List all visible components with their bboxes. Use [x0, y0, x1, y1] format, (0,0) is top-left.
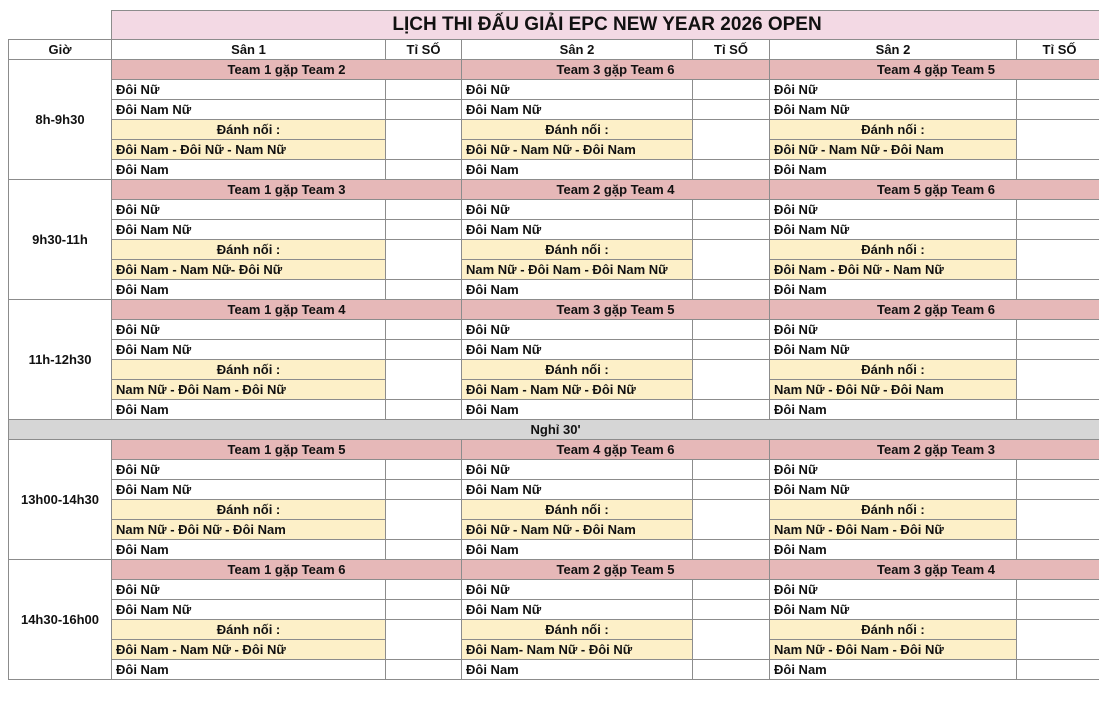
table-row — [9, 360, 1099, 380]
event-doi-nu: Đôi Nữ — [770, 200, 1017, 220]
score-cell — [693, 460, 770, 480]
relay-label: Đánh nối : — [112, 620, 386, 640]
event-doi-nam-nu: Đôi Nam Nữ — [112, 100, 386, 120]
event-doi-nam: Đôi Nam — [462, 660, 693, 680]
relay-order: Nam Nữ - Đôi Nam - Đôi Nữ — [770, 640, 1017, 660]
event-doi-nam: Đôi Nam — [112, 160, 386, 180]
page-title: LỊCH THI ĐẤU GIẢI EPC NEW YEAR 2026 OPEN — [112, 11, 1099, 40]
score-cell — [1017, 540, 1099, 560]
event-doi-nam: Đôi Nam — [112, 400, 386, 420]
score-cell — [1017, 360, 1099, 400]
header-score-3: Tỉ SỐ — [1017, 40, 1099, 60]
event-doi-nu: Đôi Nữ — [462, 460, 693, 480]
score-cell — [1017, 240, 1099, 280]
event-doi-nam-nu: Đôi Nam Nữ — [770, 220, 1017, 240]
event-doi-nu: Đôi Nữ — [112, 80, 386, 100]
table-row — [9, 180, 1099, 200]
time-slot: 11h-12h30 — [9, 300, 112, 420]
match-header: Team 4 gặp Team 5 — [770, 60, 1099, 80]
header-court-3: Sân 2 — [770, 40, 1017, 60]
event-doi-nam-nu: Đôi Nam Nữ — [462, 100, 693, 120]
match-header: Team 2 gặp Team 3 — [770, 440, 1099, 460]
score-cell — [386, 660, 462, 680]
event-doi-nam-nu: Đôi Nam Nữ — [462, 340, 693, 360]
score-cell — [1017, 280, 1099, 300]
header-score-1: Tỉ SỐ — [386, 40, 462, 60]
table-row — [9, 620, 1099, 640]
event-doi-nam: Đôi Nam — [462, 160, 693, 180]
match-header: Team 4 gặp Team 6 — [462, 440, 770, 460]
score-cell — [693, 600, 770, 620]
event-doi-nu: Đôi Nữ — [462, 580, 693, 600]
score-cell — [1017, 220, 1099, 240]
event-doi-nu: Đôi Nữ — [462, 320, 693, 340]
table-row — [9, 340, 1099, 360]
score-cell — [693, 160, 770, 180]
relay-order: Đôi Nam - Nam Nữ - Đôi Nữ — [112, 640, 386, 660]
event-doi-nam-nu: Đôi Nam Nữ — [112, 600, 386, 620]
event-doi-nam-nu: Đôi Nam Nữ — [112, 220, 386, 240]
header-time: Giờ — [9, 40, 112, 60]
score-cell — [693, 500, 770, 540]
score-cell — [693, 360, 770, 400]
event-doi-nu: Đôi Nữ — [112, 200, 386, 220]
header-court-2: Sân 2 — [462, 40, 693, 60]
match-header: Team 3 gặp Team 6 — [462, 60, 770, 80]
event-doi-nam: Đôi Nam — [462, 280, 693, 300]
table-row — [9, 540, 1099, 560]
table-row — [9, 380, 1099, 400]
table-row — [9, 300, 1099, 320]
relay-label: Đánh nối : — [770, 360, 1017, 380]
score-cell — [1017, 480, 1099, 500]
event-doi-nam: Đôi Nam — [112, 540, 386, 560]
time-slot: 8h-9h30 — [9, 60, 112, 180]
score-cell — [1017, 340, 1099, 360]
time-slot: 14h30-16h00 — [9, 560, 112, 680]
schedule-table — [8, 10, 1099, 680]
event-doi-nam-nu: Đôi Nam Nữ — [770, 480, 1017, 500]
event-doi-nam: Đôi Nam — [462, 540, 693, 560]
score-cell — [1017, 200, 1099, 220]
event-doi-nam: Đôi Nam — [770, 540, 1017, 560]
relay-order: Đôi Nữ - Nam Nữ - Đôi Nam — [462, 140, 693, 160]
score-cell — [386, 360, 462, 400]
score-cell — [1017, 580, 1099, 600]
event-doi-nu: Đôi Nữ — [770, 580, 1017, 600]
score-cell — [693, 120, 770, 160]
score-cell — [1017, 100, 1099, 120]
table-row — [9, 520, 1099, 540]
relay-label: Đánh nối : — [462, 120, 693, 140]
score-cell — [386, 100, 462, 120]
table-row — [9, 120, 1099, 140]
break-row — [9, 420, 1099, 440]
score-cell — [386, 80, 462, 100]
event-doi-nu: Đôi Nữ — [770, 460, 1017, 480]
score-cell — [693, 80, 770, 100]
table-row — [9, 140, 1099, 160]
header-court-1: Sân 1 — [112, 40, 386, 60]
score-cell — [386, 400, 462, 420]
relay-label: Đánh nối : — [112, 240, 386, 260]
event-doi-nam-nu: Đôi Nam Nữ — [112, 480, 386, 500]
event-doi-nam-nu: Đôi Nam Nữ — [112, 340, 386, 360]
relay-order: Nam Nữ - Đôi Nữ - Đôi Nam — [112, 520, 386, 540]
event-doi-nam: Đôi Nam — [770, 160, 1017, 180]
score-cell — [1017, 160, 1099, 180]
score-cell — [386, 340, 462, 360]
score-cell — [693, 280, 770, 300]
table-row — [9, 280, 1099, 300]
relay-order: Đôi Nam - Nam Nữ- Đôi Nữ — [112, 260, 386, 280]
event-doi-nam: Đôi Nam — [770, 660, 1017, 680]
match-header: Team 3 gặp Team 4 — [770, 560, 1099, 580]
table-row — [9, 200, 1099, 220]
score-cell — [693, 240, 770, 280]
event-doi-nu: Đôi Nữ — [770, 320, 1017, 340]
time-slot: 9h30-11h — [9, 180, 112, 300]
relay-order: Đôi Nam - Nam Nữ - Đôi Nữ — [462, 380, 693, 400]
relay-order: Nam Nữ - Đôi Nam - Đôi Nữ — [112, 380, 386, 400]
event-doi-nam-nu: Đôi Nam Nữ — [462, 600, 693, 620]
score-cell — [386, 160, 462, 180]
table-row — [9, 660, 1099, 680]
relay-order: Nam Nữ - Đôi Nam - Đôi Nữ — [770, 520, 1017, 540]
relay-label: Đánh nối : — [770, 500, 1017, 520]
table-row — [9, 440, 1099, 460]
header-score-2: Tỉ SỐ — [693, 40, 770, 60]
table-row — [9, 600, 1099, 620]
table-row — [9, 400, 1099, 420]
score-cell — [1017, 400, 1099, 420]
score-cell — [386, 600, 462, 620]
score-cell — [386, 580, 462, 600]
event-doi-nam: Đôi Nam — [462, 400, 693, 420]
score-cell — [1017, 80, 1099, 100]
match-header: Team 1 gặp Team 3 — [112, 180, 462, 200]
match-header: Team 3 gặp Team 5 — [462, 300, 770, 320]
score-cell — [693, 540, 770, 560]
match-header: Team 2 gặp Team 4 — [462, 180, 770, 200]
relay-label: Đánh nối : — [770, 240, 1017, 260]
event-doi-nu: Đôi Nữ — [462, 200, 693, 220]
match-header: Team 5 gặp Team 6 — [770, 180, 1099, 200]
event-doi-nam-nu: Đôi Nam Nữ — [770, 340, 1017, 360]
break-label: Nghỉ 30' — [9, 420, 1099, 440]
event-doi-nam: Đôi Nam — [770, 280, 1017, 300]
score-cell — [386, 460, 462, 480]
table-row — [9, 60, 1099, 80]
table-row — [9, 220, 1099, 240]
score-cell — [693, 100, 770, 120]
score-cell — [693, 220, 770, 240]
score-cell — [693, 660, 770, 680]
match-header: Team 1 gặp Team 2 — [112, 60, 462, 80]
relay-label: Đánh nối : — [770, 120, 1017, 140]
table-row — [9, 580, 1099, 600]
time-slot: 13h00-14h30 — [9, 440, 112, 560]
event-doi-nam-nu: Đôi Nam Nữ — [770, 600, 1017, 620]
event-doi-nam: Đôi Nam — [112, 280, 386, 300]
table-row — [9, 500, 1099, 520]
score-cell — [386, 220, 462, 240]
score-cell — [386, 500, 462, 540]
relay-label: Đánh nối : — [462, 240, 693, 260]
table-row — [9, 260, 1099, 280]
table-row — [9, 640, 1099, 660]
match-header: Team 2 gặp Team 6 — [770, 300, 1099, 320]
relay-label: Đánh nối : — [112, 120, 386, 140]
event-doi-nam-nu: Đôi Nam Nữ — [462, 220, 693, 240]
table-row — [9, 240, 1099, 260]
event-doi-nu: Đôi Nữ — [112, 580, 386, 600]
score-cell — [693, 480, 770, 500]
score-cell — [386, 540, 462, 560]
score-cell — [386, 200, 462, 220]
score-cell — [1017, 120, 1099, 160]
relay-label: Đánh nối : — [112, 360, 386, 380]
score-cell — [386, 280, 462, 300]
match-header: Team 1 gặp Team 5 — [112, 440, 462, 460]
relay-order: Đôi Nữ - Nam Nữ - Đôi Nam — [462, 520, 693, 540]
score-cell — [693, 400, 770, 420]
table-row — [9, 160, 1099, 180]
match-header: Team 1 gặp Team 4 — [112, 300, 462, 320]
score-cell — [1017, 600, 1099, 620]
score-cell — [1017, 460, 1099, 480]
score-cell — [693, 200, 770, 220]
table-row — [9, 560, 1099, 580]
event-doi-nam-nu: Đôi Nam Nữ — [462, 480, 693, 500]
match-header: Team 1 gặp Team 6 — [112, 560, 462, 580]
match-header: Team 2 gặp Team 5 — [462, 560, 770, 580]
relay-order: Nam Nữ - Đôi Nữ - Đôi Nam — [770, 380, 1017, 400]
relay-label: Đánh nối : — [770, 620, 1017, 640]
score-cell — [1017, 660, 1099, 680]
event-doi-nu: Đôi Nữ — [770, 80, 1017, 100]
score-cell — [386, 620, 462, 660]
table-row — [9, 100, 1099, 120]
relay-label: Đánh nối : — [462, 500, 693, 520]
score-cell — [386, 320, 462, 340]
event-doi-nam: Đôi Nam — [112, 660, 386, 680]
score-cell — [693, 320, 770, 340]
score-cell — [386, 120, 462, 160]
score-cell — [386, 240, 462, 280]
score-cell — [693, 580, 770, 600]
event-doi-nu: Đôi Nữ — [462, 80, 693, 100]
relay-order: Đôi Nam - Đôi Nữ - Nam Nữ — [770, 260, 1017, 280]
table-row — [9, 320, 1099, 340]
relay-label: Đánh nối : — [462, 620, 693, 640]
relay-label: Đánh nối : — [112, 500, 386, 520]
relay-label: Đánh nối : — [462, 360, 693, 380]
event-doi-nam-nu: Đôi Nam Nữ — [770, 100, 1017, 120]
score-cell — [1017, 620, 1099, 660]
event-doi-nu: Đôi Nữ — [112, 460, 386, 480]
relay-order: Đôi Nam - Đôi Nữ - Nam Nữ — [112, 140, 386, 160]
score-cell — [693, 620, 770, 660]
corner-cell — [9, 11, 112, 40]
event-doi-nu: Đôi Nữ — [112, 320, 386, 340]
relay-order: Đôi Nam- Nam Nữ - Đôi Nữ — [462, 640, 693, 660]
table-row — [9, 460, 1099, 480]
table-row — [9, 80, 1099, 100]
score-cell — [693, 340, 770, 360]
table-row — [9, 480, 1099, 500]
score-cell — [386, 480, 462, 500]
score-cell — [1017, 320, 1099, 340]
score-cell — [1017, 500, 1099, 540]
event-doi-nam: Đôi Nam — [770, 400, 1017, 420]
relay-order: Đôi Nữ - Nam Nữ - Đôi Nam — [770, 140, 1017, 160]
relay-order: Nam Nữ - Đôi Nam - Đôi Nam Nữ — [462, 260, 693, 280]
